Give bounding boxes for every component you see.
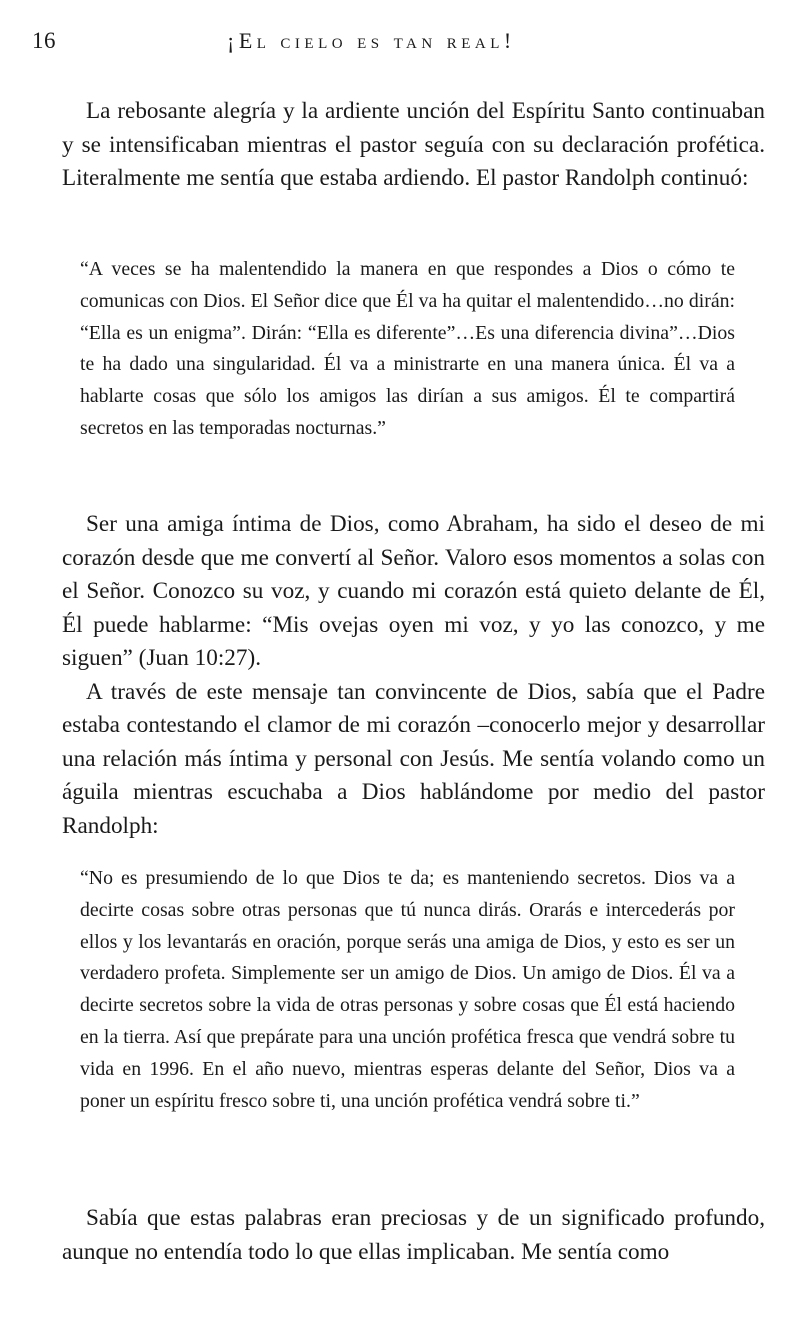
page-header bbox=[32, 26, 768, 60]
paragraph-3: A través de este mensaje tan convincente de Dios, sabía que el Padre estaba contestando el clamor de mi corazón –conocerlo mejor y desarrollar una relación más íntima y personal con Jesús. Me sentía volando como un águila mientras escuchaba a Dios hablándome por medio del pastor Randolph: bbox=[62, 678, 765, 839]
block-quote-2 bbox=[80, 863, 735, 1117]
body-block-2 bbox=[62, 508, 765, 843]
running-head: ¡El cielo es tan real! bbox=[227, 28, 516, 53]
body-block-1 bbox=[62, 95, 765, 196]
paragraph-4: Sabía que estas palabras eran preciosas y de un significado profundo, aunque no entendía todo lo que ellas implicaban. Me sentía como bbox=[62, 1205, 765, 1265]
paragraph-2: Ser una amiga íntima de Dios, como Abraham, ha sido el deseo de mi corazón desde que me convertí al Señor. Valoro esos momentos a solas con el Señor. Conozco su voz, y cuando mi corazón está quieto delante de Él, Él puede hablarme: “Mis ovejas oyen mi voz, y yo las conozco, y me siguen” (Juan 10:27). bbox=[62, 511, 765, 671]
body-block-3 bbox=[62, 1202, 765, 1269]
quote-paragraph-2: “No es presumiendo de lo que Dios te da; es manteniendo secretos. Dios va a decirte cosas sobre otras personas que tú nunca dirás. Orarás e intercederás por ellos y los levantarás en oración, porque serás una amiga de Dios, y esto es ser un verdadero profeta. Simplemente ser un amigo de Dios. Un amigo de Dios. Él va a decirte secretos sobre la vida de otras personas y sobre cosas que Él está haciendo en la tierra. Así que prepárate para una unción profética fresca que vendrá sobre tu vida en 1996. En el año nuevo, mientras esperas delante del Señor, Dios va a poner un espíritu fresco sobre ti, una unción profética vendrá sobre ti.” bbox=[80, 867, 735, 1112]
paragraph-1: La rebosante alegría y la ardiente unción del Espíritu Santo continuaban y se intensificaban mientras el pastor seguía con su declaración profética. Literalmente me sentía que estaba ardiendo. El pastor Randolph continuó: bbox=[62, 98, 765, 191]
quote-paragraph-1: “A veces se ha malentendido la manera en que respondes a Dios o cómo te comunicas con Dios. El Señor dice que Él va ha quitar el malentendido…no dirán: “Ella es un enigma”. Dirán: “Ella es diferente”…Es una diferencia divina”…Dios te ha dado una singularidad. Él va a ministrarte en una manera única. Él va a hablarte cosas que sólo los amigos las dirían a sus amigos. Él te compartirá secretos en las temporadas nocturnas.” bbox=[80, 258, 735, 439]
page-number: 16 bbox=[32, 28, 56, 53]
block-quote-1 bbox=[80, 254, 735, 445]
